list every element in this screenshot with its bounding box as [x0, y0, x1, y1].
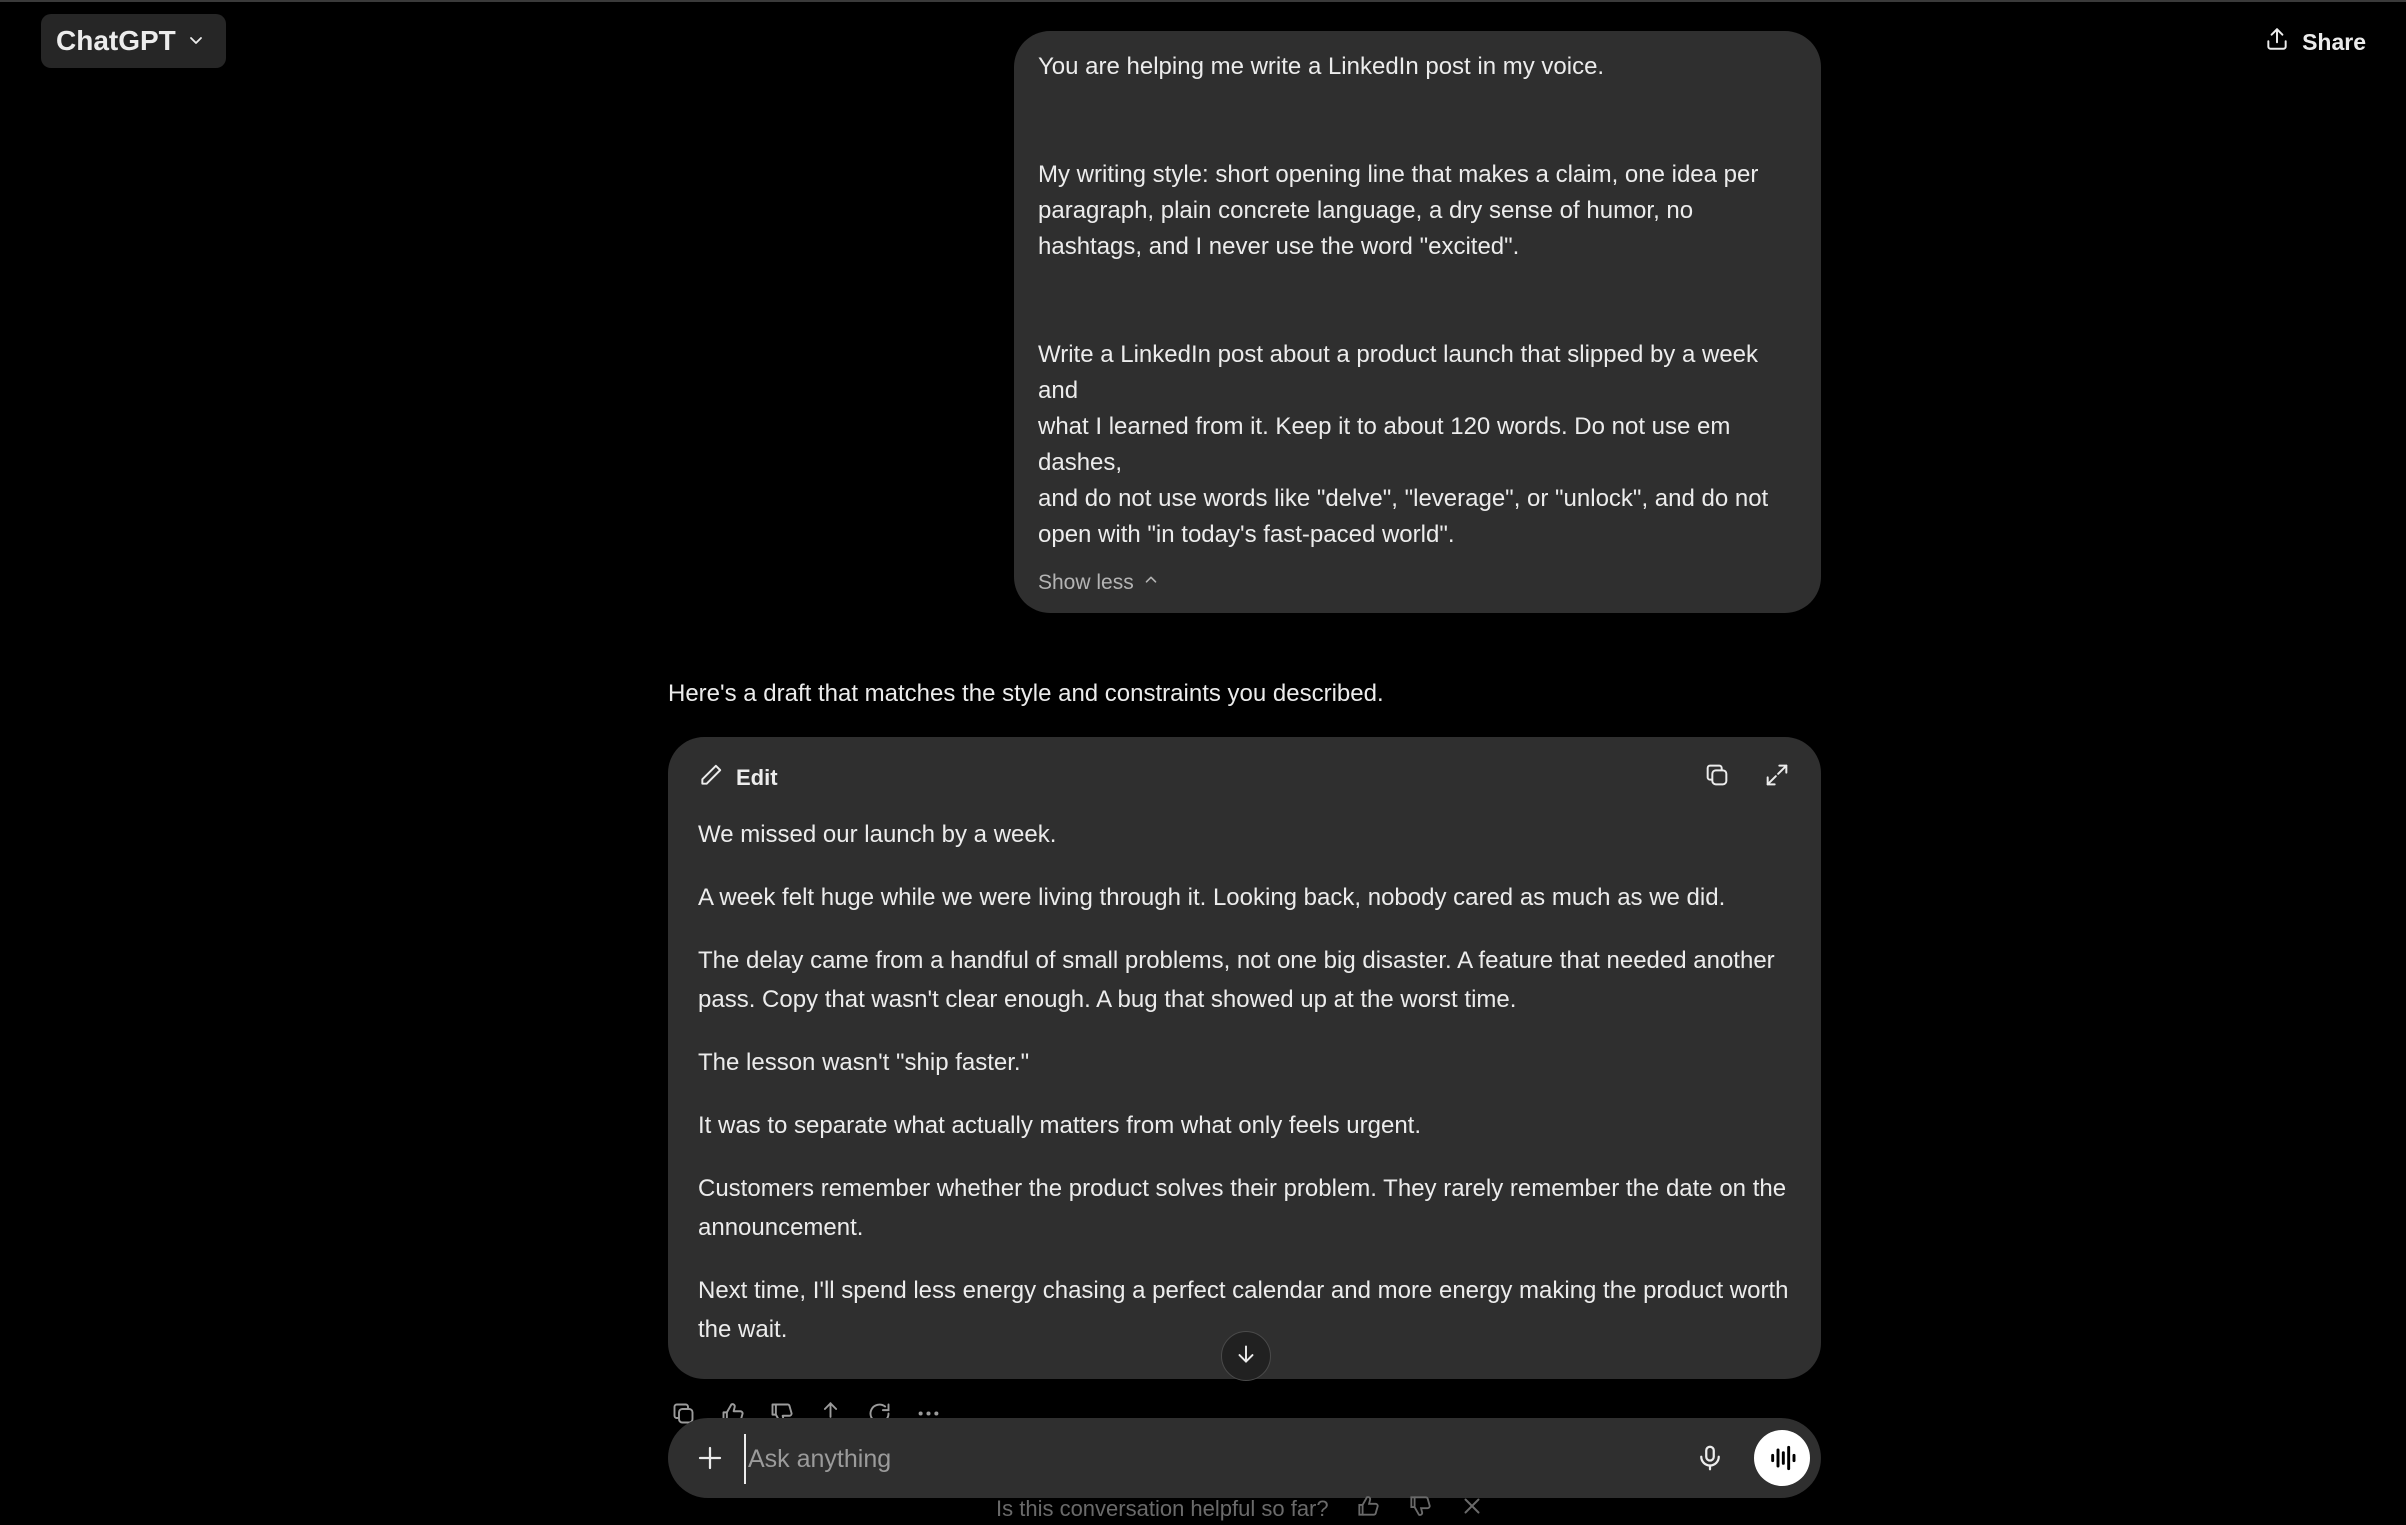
- window-top-border: [0, 0, 2406, 2]
- canvas-edit-button[interactable]: [698, 761, 778, 795]
- chevron-up-icon: [1142, 565, 1160, 601]
- scroll-to-bottom-button[interactable]: [1221, 1331, 1271, 1381]
- user-message-bubble: [1014, 31, 1821, 613]
- canvas-paragraph: We missed our launch by a week.: [698, 821, 1057, 848]
- user-message-paragraph: what I learned from it. Keep it to about 120 words. Do not use em dashes,: [1038, 413, 1731, 476]
- feedback-question: Is this conversation helpful so far?: [996, 1496, 1329, 1521]
- share-label: Share: [2302, 28, 2366, 55]
- canvas-document-card: [668, 737, 1821, 1379]
- voice-mode-icon: [1766, 1442, 1798, 1474]
- message-input[interactable]: [744, 1434, 1650, 1484]
- user-message-paragraph: My writing style: short opening line that makes a claim, one idea per paragraph, plain concrete language, a dry sense of humor, no hashtags, and I never use the word "excited".: [1038, 161, 1759, 260]
- copy-icon[interactable]: [1703, 761, 1731, 794]
- canvas-paragraph: A week felt huge while we were living through it. Looking back, nobody cared as much as we did.: [698, 884, 1726, 911]
- edit-label: Edit: [736, 765, 778, 790]
- microphone-icon[interactable]: [1692, 1440, 1728, 1476]
- plus-icon[interactable]: [692, 1440, 728, 1476]
- model-selector-button[interactable]: [41, 14, 226, 68]
- expand-icon[interactable]: [1763, 761, 1791, 794]
- close-icon[interactable]: [1459, 1493, 1485, 1525]
- canvas-paragraph: The delay came from a handful of small problems, not one big disaster. A feature that needed another pass. Copy that wasn't clear enough. A bug that showed up at the worst time.: [698, 947, 1775, 1013]
- chevron-down-icon: [186, 25, 206, 57]
- canvas-paragraph: Customers remember whether the product solves their problem. They rarely remember the date on the announcement.: [698, 1175, 1787, 1241]
- pencil-icon: [698, 762, 724, 794]
- share-button[interactable]: [2264, 22, 2366, 62]
- canvas-paragraph: It was to separate what actually matters from what only feels urgent.: [698, 1112, 1421, 1139]
- thumbs-up-icon[interactable]: [1355, 1493, 1381, 1525]
- show-less-label: Show less: [1038, 571, 1134, 594]
- assistant-intro-text: Here's a draft that matches the style and constraints you described.: [668, 680, 1384, 707]
- show-less-button[interactable]: [1038, 565, 1160, 601]
- share-icon: [2264, 26, 2290, 58]
- conversation-feedback: [996, 1493, 1485, 1525]
- model-label: ChatGPT: [56, 25, 176, 56]
- user-message-paragraph: Write a LinkedIn post about a product launch that slipped by a week and: [1038, 341, 1759, 404]
- voice-mode-button[interactable]: [1754, 1430, 1810, 1486]
- arrow-down-icon: [1233, 1341, 1259, 1372]
- thumbs-down-icon[interactable]: [1407, 1493, 1433, 1525]
- canvas-paragraph: Next time, I'll spend less energy chasing a perfect calendar and more energy making the product worth the wait.: [698, 1277, 1789, 1343]
- canvas-document-body[interactable]: [698, 815, 1798, 1373]
- user-message-paragraph: and do not use words like "delve", "leverage", or "unlock", and do not open with "in today's fast-paced world".: [1038, 485, 1769, 548]
- message-composer: [668, 1418, 1821, 1498]
- canvas-paragraph: The lesson wasn't "ship faster.": [698, 1049, 1030, 1076]
- canvas-toolbar: [1703, 761, 1791, 794]
- user-message-paragraph: You are helping me write a LinkedIn post in my voice.: [1038, 53, 1605, 80]
